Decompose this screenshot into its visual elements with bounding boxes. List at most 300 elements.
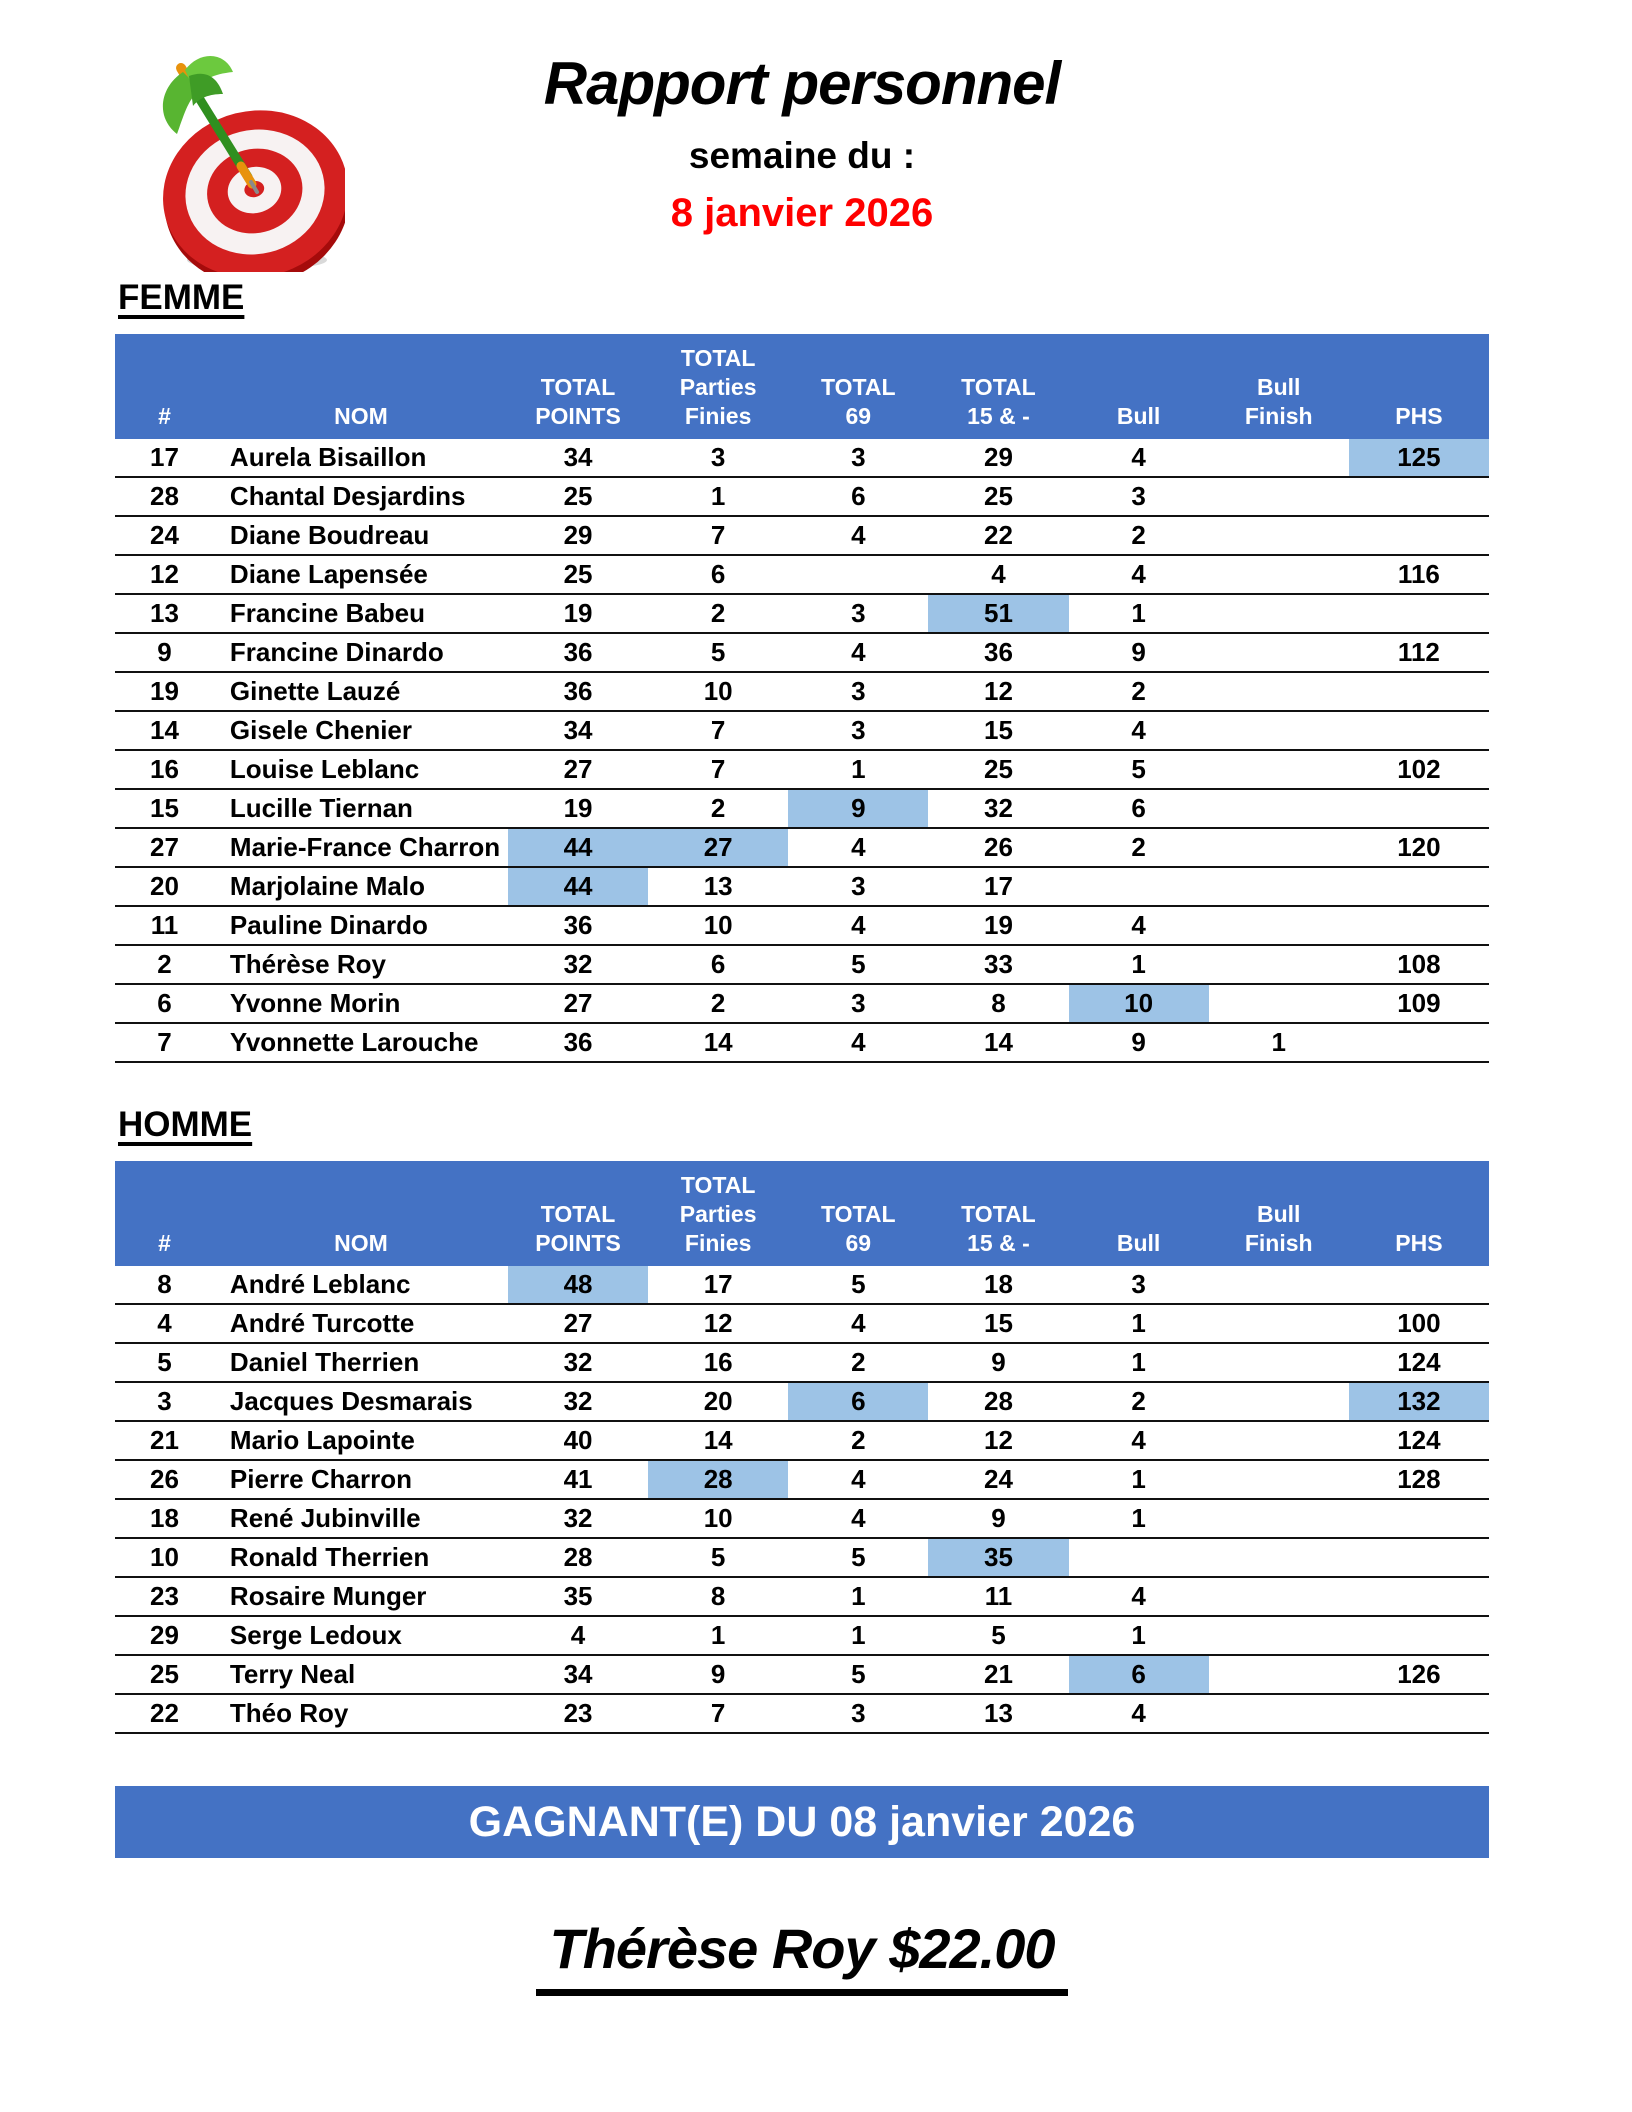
table-row	[115, 1023, 1489, 1062]
stat-cell: 34	[508, 711, 648, 750]
stat-cell: 5	[1069, 750, 1209, 789]
player-name: Thérèse Roy	[214, 945, 508, 984]
stat-cell	[1209, 1655, 1349, 1694]
player-name: René Jubinville	[214, 1499, 508, 1538]
stat-cell	[1209, 1421, 1349, 1460]
col-header-parties: TOTAL Parties Finies	[648, 334, 788, 439]
stat-cell: 6	[648, 555, 788, 594]
stat-cell: 4	[508, 1616, 648, 1655]
stat-cell: 4	[788, 906, 928, 945]
player-name: Pierre Charron	[214, 1460, 508, 1499]
col-header-t69: TOTAL 69	[788, 334, 928, 439]
stat-cell: 2	[788, 1421, 928, 1460]
header-row	[115, 1161, 1489, 1266]
stat-cell: 48	[508, 1266, 648, 1304]
stat-cell	[1349, 1616, 1489, 1655]
stat-cell: 9	[788, 789, 928, 828]
player-number: 20	[115, 867, 214, 906]
player-name: Serge Ledoux	[214, 1616, 508, 1655]
stat-cell: 22	[928, 516, 1068, 555]
winner-name: Thérèse Roy $22.00	[536, 1916, 1069, 1996]
col-header-num: #	[115, 334, 214, 439]
col-header-points: TOTAL POINTS	[508, 334, 648, 439]
stat-cell: 14	[648, 1421, 788, 1460]
stat-cell	[1209, 1538, 1349, 1577]
player-number: 7	[115, 1023, 214, 1062]
stat-cell: 4	[1069, 439, 1209, 477]
col-header-num: #	[115, 1161, 214, 1266]
stat-cell: 19	[508, 789, 648, 828]
stat-cell: 1	[1069, 594, 1209, 633]
col-header-nom: NOM	[214, 1161, 508, 1266]
stat-cell: 24	[928, 1460, 1068, 1499]
stat-cell: 7	[648, 1694, 788, 1733]
stat-cell	[1069, 1538, 1209, 1577]
stat-cell: 1	[648, 477, 788, 516]
stat-cell: 112	[1349, 633, 1489, 672]
player-name: Yvonne Morin	[214, 984, 508, 1023]
stat-cell: 125	[1349, 439, 1489, 477]
stat-cell: 14	[648, 1023, 788, 1062]
stat-cell: 32	[508, 945, 648, 984]
table-row	[115, 1577, 1489, 1616]
player-name: Aurela Bisaillon	[214, 439, 508, 477]
player-number: 18	[115, 1499, 214, 1538]
stat-cell	[1209, 750, 1349, 789]
table-row	[115, 555, 1489, 594]
section-label-femme: FEMME	[118, 278, 245, 317]
table-row	[115, 1655, 1489, 1694]
stat-cell: 4	[1069, 1421, 1209, 1460]
stat-cell	[1349, 1023, 1489, 1062]
stat-cell	[788, 555, 928, 594]
table-row	[115, 945, 1489, 984]
stat-cell: 13	[648, 867, 788, 906]
stat-cell	[1349, 1266, 1489, 1304]
stat-cell: 116	[1349, 555, 1489, 594]
stat-cell: 124	[1349, 1343, 1489, 1382]
stat-cell: 33	[928, 945, 1068, 984]
stat-cell	[1209, 711, 1349, 750]
table-row	[115, 439, 1489, 477]
stat-cell: 7	[648, 750, 788, 789]
stat-cell: 120	[1349, 828, 1489, 867]
report-date: 8 janvier 2026	[670, 191, 934, 235]
stat-cell	[1209, 1694, 1349, 1733]
stat-cell: 10	[648, 906, 788, 945]
table-femme-header	[115, 334, 1489, 439]
stat-cell: 5	[788, 1655, 928, 1694]
stat-cell	[1349, 477, 1489, 516]
stat-cell	[1349, 1577, 1489, 1616]
table-row	[115, 633, 1489, 672]
player-name: Francine Babeu	[214, 594, 508, 633]
player-name: Lucille Tiernan	[214, 789, 508, 828]
stat-cell: 108	[1349, 945, 1489, 984]
player-number: 26	[115, 1460, 214, 1499]
player-number: 29	[115, 1616, 214, 1655]
stat-cell	[1349, 1499, 1489, 1538]
stat-cell	[1349, 594, 1489, 633]
table-row	[115, 789, 1489, 828]
stat-cell: 19	[508, 594, 648, 633]
stat-cell	[1349, 672, 1489, 711]
stat-cell: 3	[788, 984, 928, 1023]
stat-cell: 10	[648, 672, 788, 711]
stat-cell: 9	[928, 1343, 1068, 1382]
stat-cell: 1	[1069, 945, 1209, 984]
stat-cell: 32	[508, 1343, 648, 1382]
stat-cell: 4	[1069, 555, 1209, 594]
stat-cell: 20	[648, 1382, 788, 1421]
stat-cell: 1	[1069, 1616, 1209, 1655]
table-row	[115, 906, 1489, 945]
stat-cell: 3	[788, 867, 928, 906]
player-name: Ronald Therrien	[214, 1538, 508, 1577]
stat-cell: 126	[1349, 1655, 1489, 1694]
stat-cell: 32	[928, 789, 1068, 828]
player-number: 2	[115, 945, 214, 984]
player-number: 6	[115, 984, 214, 1023]
stat-cell: 3	[1069, 1266, 1209, 1304]
stat-cell	[1209, 477, 1349, 516]
stat-cell: 28	[928, 1382, 1068, 1421]
stat-cell: 26	[928, 828, 1068, 867]
player-number: 28	[115, 477, 214, 516]
stat-cell: 25	[928, 477, 1068, 516]
stat-cell: 6	[788, 1382, 928, 1421]
player-number: 17	[115, 439, 214, 477]
page-title: Rapport personnel	[543, 50, 1061, 117]
table-row	[115, 516, 1489, 555]
player-number: 23	[115, 1577, 214, 1616]
table-row	[115, 1382, 1489, 1421]
table-femme-body	[115, 439, 1489, 1062]
player-name: Diane Boudreau	[214, 516, 508, 555]
stat-cell: 2	[1069, 1382, 1209, 1421]
stat-cell: 36	[508, 672, 648, 711]
player-number: 14	[115, 711, 214, 750]
stat-cell: 35	[928, 1538, 1068, 1577]
stat-cell: 3	[788, 439, 928, 477]
table-row	[115, 594, 1489, 633]
stat-cell: 2	[648, 789, 788, 828]
stat-cell: 29	[928, 439, 1068, 477]
stat-cell: 5	[648, 633, 788, 672]
stat-cell: 25	[508, 477, 648, 516]
stat-cell	[1209, 1577, 1349, 1616]
stat-cell: 4	[1069, 906, 1209, 945]
stat-cell: 1	[788, 1577, 928, 1616]
stat-cell	[1349, 1694, 1489, 1733]
player-name: Marie-France Charron	[214, 828, 508, 867]
stat-cell: 2	[1069, 672, 1209, 711]
col-header-bull: Bull	[1069, 334, 1209, 439]
table-row	[115, 1266, 1489, 1304]
player-name: Francine Dinardo	[214, 633, 508, 672]
stat-cell: 3	[788, 1694, 928, 1733]
stat-cell: 5	[928, 1616, 1068, 1655]
stat-cell: 2	[1069, 516, 1209, 555]
stat-cell: 132	[1349, 1382, 1489, 1421]
player-name: Théo Roy	[214, 1694, 508, 1733]
table-row	[115, 750, 1489, 789]
stat-cell: 18	[928, 1266, 1068, 1304]
stat-cell: 16	[648, 1343, 788, 1382]
stat-cell	[1209, 1343, 1349, 1382]
stat-cell: 25	[508, 555, 648, 594]
stat-cell: 3	[788, 711, 928, 750]
stat-cell: 128	[1349, 1460, 1489, 1499]
stat-cell: 23	[508, 1694, 648, 1733]
table-row	[115, 867, 1489, 906]
col-header-phs: PHS	[1349, 334, 1489, 439]
col-header-t15: TOTAL 15 & -	[928, 334, 1068, 439]
stat-cell: 2	[788, 1343, 928, 1382]
table-row	[115, 1616, 1489, 1655]
stat-cell: 4	[788, 633, 928, 672]
stat-cell	[1349, 789, 1489, 828]
stat-cell: 4	[1069, 711, 1209, 750]
stat-cell: 15	[928, 711, 1068, 750]
table-row	[115, 1460, 1489, 1499]
player-name: Daniel Therrien	[214, 1343, 508, 1382]
stat-cell	[1209, 516, 1349, 555]
stat-cell: 6	[648, 945, 788, 984]
stat-cell: 12	[648, 1304, 788, 1343]
player-number: 22	[115, 1694, 214, 1733]
stat-cell: 4	[928, 555, 1068, 594]
player-number: 3	[115, 1382, 214, 1421]
stat-cell: 109	[1349, 984, 1489, 1023]
stat-cell: 4	[1069, 1694, 1209, 1733]
col-header-bull-finish: Bull Finish	[1209, 334, 1349, 439]
stat-cell: 4	[788, 1023, 928, 1062]
stat-cell: 5	[788, 1538, 928, 1577]
stat-cell	[1209, 1266, 1349, 1304]
stat-cell: 124	[1349, 1421, 1489, 1460]
stat-cell: 8	[928, 984, 1068, 1023]
player-number: 21	[115, 1421, 214, 1460]
stat-cell	[1209, 594, 1349, 633]
stat-cell: 25	[928, 750, 1068, 789]
player-name: Mario Lapointe	[214, 1421, 508, 1460]
stat-cell	[1349, 711, 1489, 750]
table-homme-body	[115, 1266, 1489, 1733]
player-number: 11	[115, 906, 214, 945]
player-number: 16	[115, 750, 214, 789]
stat-cell	[1209, 1499, 1349, 1538]
stat-cell: 6	[1069, 789, 1209, 828]
stat-cell: 2	[648, 984, 788, 1023]
stat-cell: 5	[648, 1538, 788, 1577]
stat-cell: 14	[928, 1023, 1068, 1062]
stat-cell: 1	[1069, 1460, 1209, 1499]
stat-cell: 28	[648, 1460, 788, 1499]
player-name: Yvonnette Larouche	[214, 1023, 508, 1062]
stat-cell: 36	[508, 1023, 648, 1062]
table-row	[115, 477, 1489, 516]
player-number: 10	[115, 1538, 214, 1577]
stat-cell	[1209, 906, 1349, 945]
stat-cell: 3	[788, 594, 928, 633]
stat-cell: 35	[508, 1577, 648, 1616]
table-row	[115, 984, 1489, 1023]
table-row	[115, 1304, 1489, 1343]
stat-cell	[1349, 516, 1489, 555]
stat-cell: 34	[508, 439, 648, 477]
stat-cell	[1209, 672, 1349, 711]
stat-cell: 3	[648, 439, 788, 477]
stat-cell: 12	[928, 672, 1068, 711]
stat-cell: 4	[788, 516, 928, 555]
player-number: 13	[115, 594, 214, 633]
stat-cell: 8	[648, 1577, 788, 1616]
stat-cell: 29	[508, 516, 648, 555]
stat-cell: 1	[1069, 1304, 1209, 1343]
stat-cell: 7	[648, 711, 788, 750]
player-name: Terry Neal	[214, 1655, 508, 1694]
stat-cell: 9	[648, 1655, 788, 1694]
player-number: 12	[115, 555, 214, 594]
stat-cell: 4	[788, 1460, 928, 1499]
stat-cell: 5	[788, 1266, 928, 1304]
stat-cell: 40	[508, 1421, 648, 1460]
stat-cell: 1	[1069, 1499, 1209, 1538]
stat-cell: 100	[1349, 1304, 1489, 1343]
player-name: André Turcotte	[214, 1304, 508, 1343]
table-homme	[115, 1161, 1489, 1734]
table-row	[115, 1343, 1489, 1382]
stat-cell: 34	[508, 1655, 648, 1694]
col-header-phs: PHS	[1349, 1161, 1489, 1266]
stat-cell	[1069, 867, 1209, 906]
col-header-t69: TOTAL 69	[788, 1161, 928, 1266]
stat-cell	[1209, 555, 1349, 594]
stat-cell: 17	[648, 1266, 788, 1304]
stat-cell: 1	[1209, 1023, 1349, 1062]
player-number: 24	[115, 516, 214, 555]
stat-cell: 44	[508, 828, 648, 867]
stat-cell: 15	[928, 1304, 1068, 1343]
stat-cell	[1209, 945, 1349, 984]
table-row	[115, 1499, 1489, 1538]
stat-cell: 36	[508, 906, 648, 945]
stat-cell: 9	[1069, 1023, 1209, 1062]
table-row	[115, 1421, 1489, 1460]
stat-cell: 10	[1069, 984, 1209, 1023]
col-header-bull-finish: Bull Finish	[1209, 1161, 1349, 1266]
stat-cell: 1	[648, 1616, 788, 1655]
table-femme	[115, 334, 1489, 1063]
stat-cell	[1209, 633, 1349, 672]
header-row	[115, 334, 1489, 439]
stat-cell: 27	[508, 750, 648, 789]
stat-cell	[1349, 906, 1489, 945]
stat-cell: 28	[508, 1538, 648, 1577]
player-name: Rosaire Munger	[214, 1577, 508, 1616]
stat-cell: 4	[788, 1499, 928, 1538]
player-name: André Leblanc	[214, 1266, 508, 1304]
col-header-parties: TOTAL Parties Finies	[648, 1161, 788, 1266]
stat-cell: 41	[508, 1460, 648, 1499]
stat-cell	[1209, 984, 1349, 1023]
player-number: 8	[115, 1266, 214, 1304]
stat-cell	[1349, 867, 1489, 906]
stat-cell: 1	[788, 1616, 928, 1655]
player-number: 15	[115, 789, 214, 828]
player-number: 4	[115, 1304, 214, 1343]
stat-cell	[1209, 1382, 1349, 1421]
stat-cell: 4	[1069, 1577, 1209, 1616]
player-number: 27	[115, 828, 214, 867]
table-row	[115, 672, 1489, 711]
stat-cell: 27	[508, 1304, 648, 1343]
player-name: Pauline Dinardo	[214, 906, 508, 945]
stat-cell: 4	[788, 828, 928, 867]
player-number: 25	[115, 1655, 214, 1694]
table-row	[115, 711, 1489, 750]
dart-target-icon	[105, 42, 345, 272]
stat-cell: 27	[648, 828, 788, 867]
stat-cell: 32	[508, 1499, 648, 1538]
col-header-bull: Bull	[1069, 1161, 1209, 1266]
stat-cell: 13	[928, 1694, 1068, 1733]
col-header-t15: TOTAL 15 & -	[928, 1161, 1068, 1266]
stat-cell: 27	[508, 984, 648, 1023]
stat-cell	[1209, 789, 1349, 828]
winner-banner: GAGNANT(E) DU 08 janvier 2026	[115, 1786, 1489, 1858]
player-number: 5	[115, 1343, 214, 1382]
player-name: Gisele Chenier	[214, 711, 508, 750]
player-name: Ginette Lauzé	[214, 672, 508, 711]
stat-cell: 102	[1349, 750, 1489, 789]
stat-cell: 7	[648, 516, 788, 555]
stat-cell: 1	[1069, 1343, 1209, 1382]
stat-cell: 9	[1069, 633, 1209, 672]
stat-cell: 21	[928, 1655, 1068, 1694]
stat-cell: 51	[928, 594, 1068, 633]
stat-cell: 6	[788, 477, 928, 516]
player-number: 9	[115, 633, 214, 672]
stat-cell: 12	[928, 1421, 1068, 1460]
stat-cell	[1209, 1304, 1349, 1343]
stat-cell	[1209, 1460, 1349, 1499]
table-row	[115, 828, 1489, 867]
stat-cell: 36	[508, 633, 648, 672]
stat-cell: 3	[1069, 477, 1209, 516]
stat-cell: 5	[788, 945, 928, 984]
player-name: Jacques Desmarais	[214, 1382, 508, 1421]
stat-cell	[1349, 1538, 1489, 1577]
player-number: 19	[115, 672, 214, 711]
table-row	[115, 1694, 1489, 1733]
stat-cell: 9	[928, 1499, 1068, 1538]
stat-cell: 44	[508, 867, 648, 906]
stat-cell: 2	[1069, 828, 1209, 867]
stat-cell	[1209, 439, 1349, 477]
stat-cell: 10	[648, 1499, 788, 1538]
table-homme-header	[115, 1161, 1489, 1266]
player-name: Marjolaine Malo	[214, 867, 508, 906]
stat-cell: 3	[788, 672, 928, 711]
col-header-points: TOTAL POINTS	[508, 1161, 648, 1266]
section-label-homme: HOMME	[118, 1105, 253, 1144]
stat-cell: 1	[788, 750, 928, 789]
table-row	[115, 1538, 1489, 1577]
stat-cell	[1209, 828, 1349, 867]
stat-cell: 11	[928, 1577, 1068, 1616]
